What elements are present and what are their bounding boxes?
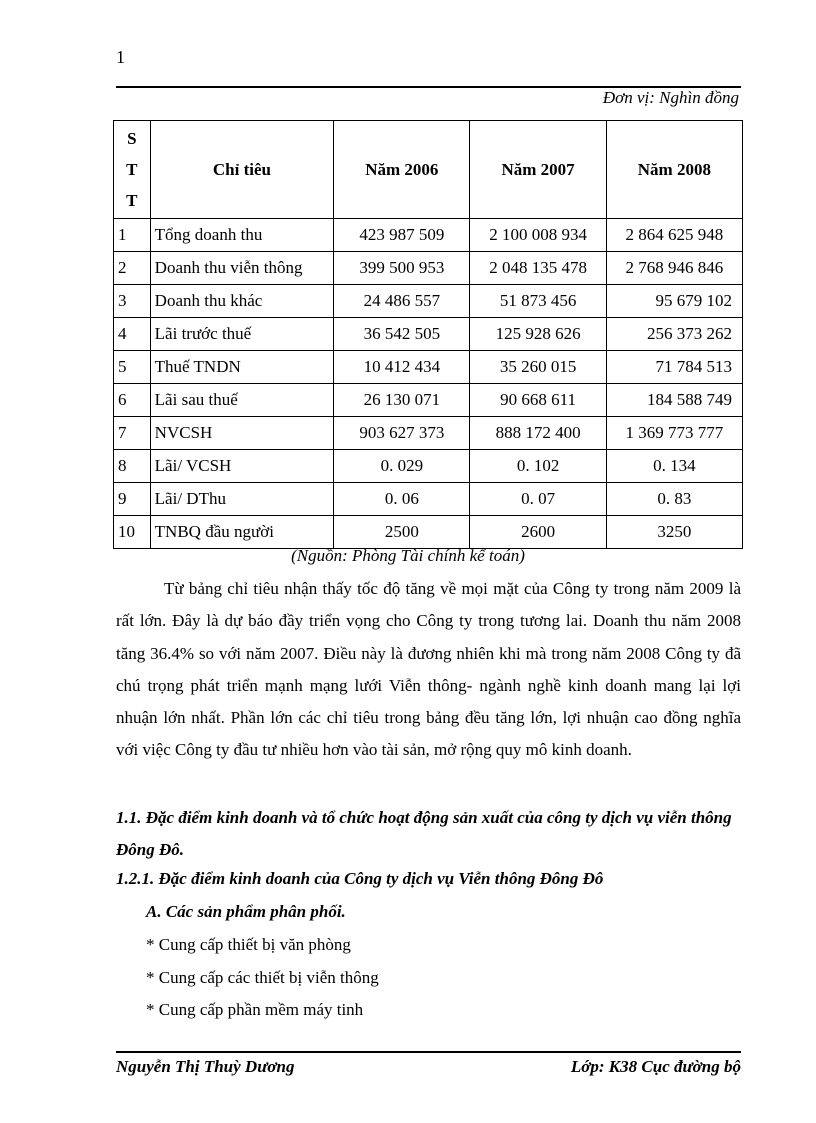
- page-number: 1: [116, 47, 125, 67]
- stt-header: [114, 121, 151, 219]
- table-row: [114, 285, 743, 318]
- row-value-2006: 903 627 373: [334, 417, 470, 450]
- stt-header-letter: T: [126, 191, 138, 210]
- row-indicator: TNBQ đầu người: [150, 516, 334, 549]
- row-stt: 1: [114, 219, 151, 252]
- table-row: [114, 417, 743, 450]
- row-stt: 5: [114, 351, 151, 384]
- table-row: [114, 219, 743, 252]
- table-body: [114, 219, 743, 549]
- list-item: * Cung cấp thiết bị văn phòng: [146, 935, 351, 954]
- year-header-2007: Năm 2007: [470, 121, 606, 219]
- row-value-2008: 71 784 513: [606, 351, 742, 384]
- row-value-2008: 95 679 102: [606, 285, 742, 318]
- row-stt: 6: [114, 384, 151, 417]
- row-stt: 10: [114, 516, 151, 549]
- row-value-2006: 2500: [334, 516, 470, 549]
- stt-header-letter: T: [126, 160, 138, 179]
- row-value-2007: 35 260 015: [470, 351, 606, 384]
- table-row: [114, 483, 743, 516]
- row-stt: 9: [114, 483, 151, 516]
- section-heading-1-2-1: 1.2.1. Đặc điểm kinh doanh của Công ty dịch vụ Viễn thông Đông Đô: [116, 869, 604, 888]
- row-indicator: Lãi sau thuế: [150, 384, 334, 417]
- row-value-2006: 10 412 434: [334, 351, 470, 384]
- row-value-2007: 125 928 626: [470, 318, 606, 351]
- row-indicator: Lãi trước thuế: [150, 318, 334, 351]
- footer-class: Lớp: K38 Cục đường bộ: [570, 1057, 741, 1076]
- row-value-2008: 2 768 946 846: [606, 252, 742, 285]
- unit-label: Đơn vị: Nghìn đồng: [602, 88, 739, 107]
- table-row: [114, 318, 743, 351]
- row-value-2008: 1 369 773 777: [606, 417, 742, 450]
- table-header-row: [114, 121, 743, 219]
- row-value-2008: 184 588 749: [606, 384, 742, 417]
- table-row: [114, 450, 743, 483]
- row-value-2006: 399 500 953: [334, 252, 470, 285]
- row-stt: 3: [114, 285, 151, 318]
- product-list: [146, 932, 379, 1030]
- row-indicator: Lãi/ VCSH: [150, 450, 334, 483]
- subsection-heading-a: A. Các sản phẩm phân phối.: [146, 902, 346, 921]
- row-stt: 4: [114, 318, 151, 351]
- row-indicator: NVCSH: [150, 417, 334, 450]
- row-stt: 8: [114, 450, 151, 483]
- list-item: * Cung cấp phần mềm máy tinh: [146, 1000, 364, 1019]
- row-value-2008: 256 373 262: [606, 318, 742, 351]
- row-value-2007: 2600: [470, 516, 606, 549]
- row-indicator: Doanh thu khác: [150, 285, 334, 318]
- row-value-2007: 2 100 008 934: [470, 219, 606, 252]
- row-value-2006: 423 987 509: [334, 219, 470, 252]
- row-value-2006: 26 130 071: [334, 384, 470, 417]
- row-value-2008: 0. 83: [606, 483, 742, 516]
- section-heading-1-1: 1.1. Đặc điểm kinh doanh và tổ chức hoạt động sản xuất của công ty dịch vụ viễn thông Đông Đô.: [116, 808, 732, 859]
- stt-header-letter: S: [127, 129, 137, 148]
- footer-author: Nguyễn Thị Thuỳ Dương: [116, 1057, 295, 1076]
- row-value-2006: 24 486 557: [334, 285, 470, 318]
- financial-indicators-table: [113, 120, 743, 549]
- row-value-2007: 90 668 611: [470, 384, 606, 417]
- table-row: [114, 384, 743, 417]
- row-value-2007: 0. 07: [470, 483, 606, 516]
- row-value-2006: 0. 06: [334, 483, 470, 516]
- table-row: [114, 252, 743, 285]
- row-stt: 7: [114, 417, 151, 450]
- year-header-2008: Năm 2008: [606, 121, 742, 219]
- row-value-2006: 36 542 505: [334, 318, 470, 351]
- table-row: [114, 351, 743, 384]
- row-value-2008: 0. 134: [606, 450, 742, 483]
- row-indicator: Lãi/ DThu: [150, 483, 334, 516]
- row-value-2007: 888 172 400: [470, 417, 606, 450]
- source-note: (Nguồn: Phòng Tài chính kế toán): [291, 546, 525, 565]
- row-value-2007: 2 048 135 478: [470, 252, 606, 285]
- row-value-2006: 0. 029: [334, 450, 470, 483]
- body-paragraph: Từ bảng chỉ tiêu nhận thấy tốc độ tăng về mọi mặt của Công ty trong năm 2009 là rất lớn. Đây là dự báo đầy triển vọng cho Công ty trong tương lai. Doanh thu năm 2008 tăng 36.4% so với năm 2007. Điều này là đương nhiên khi mà trong năm 2008 Công ty đã chú trọng phát triển mạnh mạng lưới Viễn thông- ngành nghề kinh doanh mang lại lợi nhuận lớn nhất. Phần lớn các chỉ tiêu trong bảng đều tăng lớn, lợi nhuận cao đồng nghĩa với việc Công ty đầu tư nhiều hơn vào tài sản, mở rộng quy mô kinh doanh.: [116, 579, 741, 760]
- row-indicator: Tổng doanh thu: [150, 219, 334, 252]
- row-value-2008: 3250: [606, 516, 742, 549]
- indicator-header: Chỉ tiêu: [150, 121, 334, 219]
- row-indicator: Doanh thu viễn thông: [150, 252, 334, 285]
- row-indicator: Thuế TNDN: [150, 351, 334, 384]
- footer-rule: [116, 1051, 741, 1053]
- year-header-2006: Năm 2006: [334, 121, 470, 219]
- row-value-2007: 0. 102: [470, 450, 606, 483]
- list-item: * Cung cấp các thiết bị viễn thông: [146, 967, 379, 987]
- row-value-2008: 2 864 625 948: [606, 219, 742, 252]
- row-stt: 2: [114, 252, 151, 285]
- table-row: [114, 516, 743, 549]
- row-value-2007: 51 873 456: [470, 285, 606, 318]
